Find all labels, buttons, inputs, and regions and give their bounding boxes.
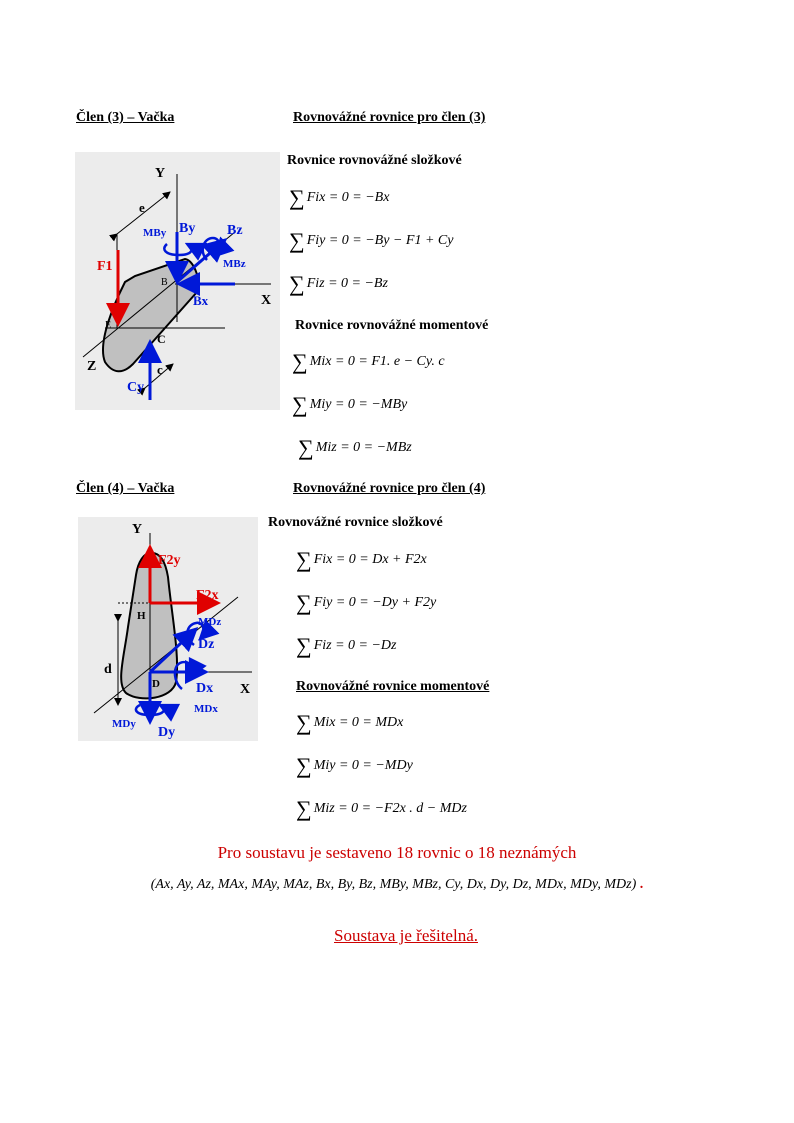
cam3-figure: [75, 152, 280, 410]
sum-icon: ∑: [296, 796, 312, 821]
section4-force-title: Rovnovážné rovnice složkové: [268, 515, 443, 530]
sum-icon: ∑: [289, 185, 305, 210]
section4-force-eq: ∑ Fiz = 0 = −Dz: [296, 633, 397, 658]
section4-moment-eq: ∑ Miz = 0 = −F2x . d − MDz: [296, 796, 467, 821]
by-label: By: [179, 221, 196, 236]
section3-force-eq: ∑ Fix = 0 = −Bx: [289, 185, 390, 210]
section4-moment-eq: ∑ Miy = 0 = −MDy: [296, 753, 413, 778]
sum-icon: ∑: [289, 228, 305, 253]
sum-icon: ∑: [296, 547, 312, 572]
axis-x-label: X: [240, 682, 251, 697]
point-d: D: [152, 678, 160, 690]
dim-e-label: e: [139, 200, 145, 215]
dy-label: Dy: [158, 725, 176, 740]
conclusion-result: Soustava je řešitelná.: [334, 926, 478, 945]
dz-label: Dz: [198, 637, 215, 652]
section3-moment-eq: ∑ Mix = 0 = F1. e − Cy. c: [292, 349, 445, 374]
section3-title: Člen (3) – Vačka: [76, 110, 175, 125]
dim-d-label: d: [104, 662, 112, 677]
mdy-label: MDy: [112, 718, 136, 730]
conclusion-statement: Pro soustavu je sestaveno 18 rovnic o 18 neznámých: [217, 843, 577, 862]
section4-force-eq: ∑ Fix = 0 = Dx + F2x: [296, 547, 427, 572]
bz-label: Bz: [227, 223, 243, 238]
cam4-diagram: [78, 517, 258, 741]
cam4-figure: [78, 517, 258, 741]
sum-icon: ∑: [298, 435, 314, 460]
section4-moment-title: Rovnovážné rovnice momentové: [296, 679, 490, 694]
f2y-label: F2y: [158, 553, 181, 568]
sum-icon: ∑: [289, 271, 305, 296]
sum-icon: ∑: [296, 590, 312, 615]
bx-label: Bx: [193, 293, 209, 308]
section3-moment-eq: ∑ Miy = 0 = −MBy: [292, 392, 408, 417]
axis-x-label: X: [261, 293, 272, 308]
unknowns-list: (Ax, Ay, Az, MAx, MAy, MAz, Bx, By, Bz, MBy, MBz, Cy, Dx, Dy, Dz, MDx, MDy, MDz) .: [150, 877, 644, 892]
section4-force-eq: ∑ Fiy = 0 = −Dy + F2y: [296, 590, 437, 615]
mby-label: MBy: [143, 227, 167, 239]
point-c: C: [157, 332, 166, 346]
sum-icon: ∑: [296, 753, 312, 778]
section4-moment-eq: ∑ Mix = 0 = MDx: [296, 710, 404, 735]
cy-label: Cy: [127, 380, 145, 395]
section3-force-title: Rovnice rovnovážné složkové: [287, 153, 462, 168]
axis-y-label: Y: [155, 166, 166, 181]
section3-moment-title: Rovnice rovnovážné momentové: [295, 318, 489, 333]
dx-label: Dx: [196, 681, 214, 696]
section4-title: Člen (4) – Vačka: [76, 481, 175, 496]
point-h: H: [137, 610, 146, 622]
sum-icon: ∑: [292, 349, 308, 374]
section3-moment-eq: ∑ Miz = 0 = −MBz: [298, 435, 412, 460]
section3-force-eq: ∑ Fiz = 0 = −Bz: [289, 271, 388, 296]
sum-icon: ∑: [296, 710, 312, 735]
section3-eq-title: Rovnovážné rovnice pro člen (3): [293, 110, 486, 125]
cam3-diagram: [75, 152, 280, 410]
sum-icon: ∑: [296, 633, 312, 658]
section4-eq-title: Rovnovážné rovnice pro člen (4): [293, 481, 486, 496]
dim-c-label: c: [157, 362, 163, 377]
axis-z-label: Z: [87, 359, 97, 374]
axis-y-label: Y: [132, 522, 143, 537]
mdx-label: MDx: [194, 703, 218, 715]
f1-label: F1: [97, 259, 113, 274]
point-e: E: [105, 320, 112, 331]
sum-icon: ∑: [292, 392, 308, 417]
mbz-label: MBz: [223, 258, 246, 270]
f2x-label: F2x: [196, 588, 219, 603]
point-b: B: [161, 277, 168, 288]
mdz-label: MDz: [198, 616, 222, 628]
section3-force-eq: ∑ Fiy = 0 = −By − F1 + Cy: [289, 228, 454, 253]
